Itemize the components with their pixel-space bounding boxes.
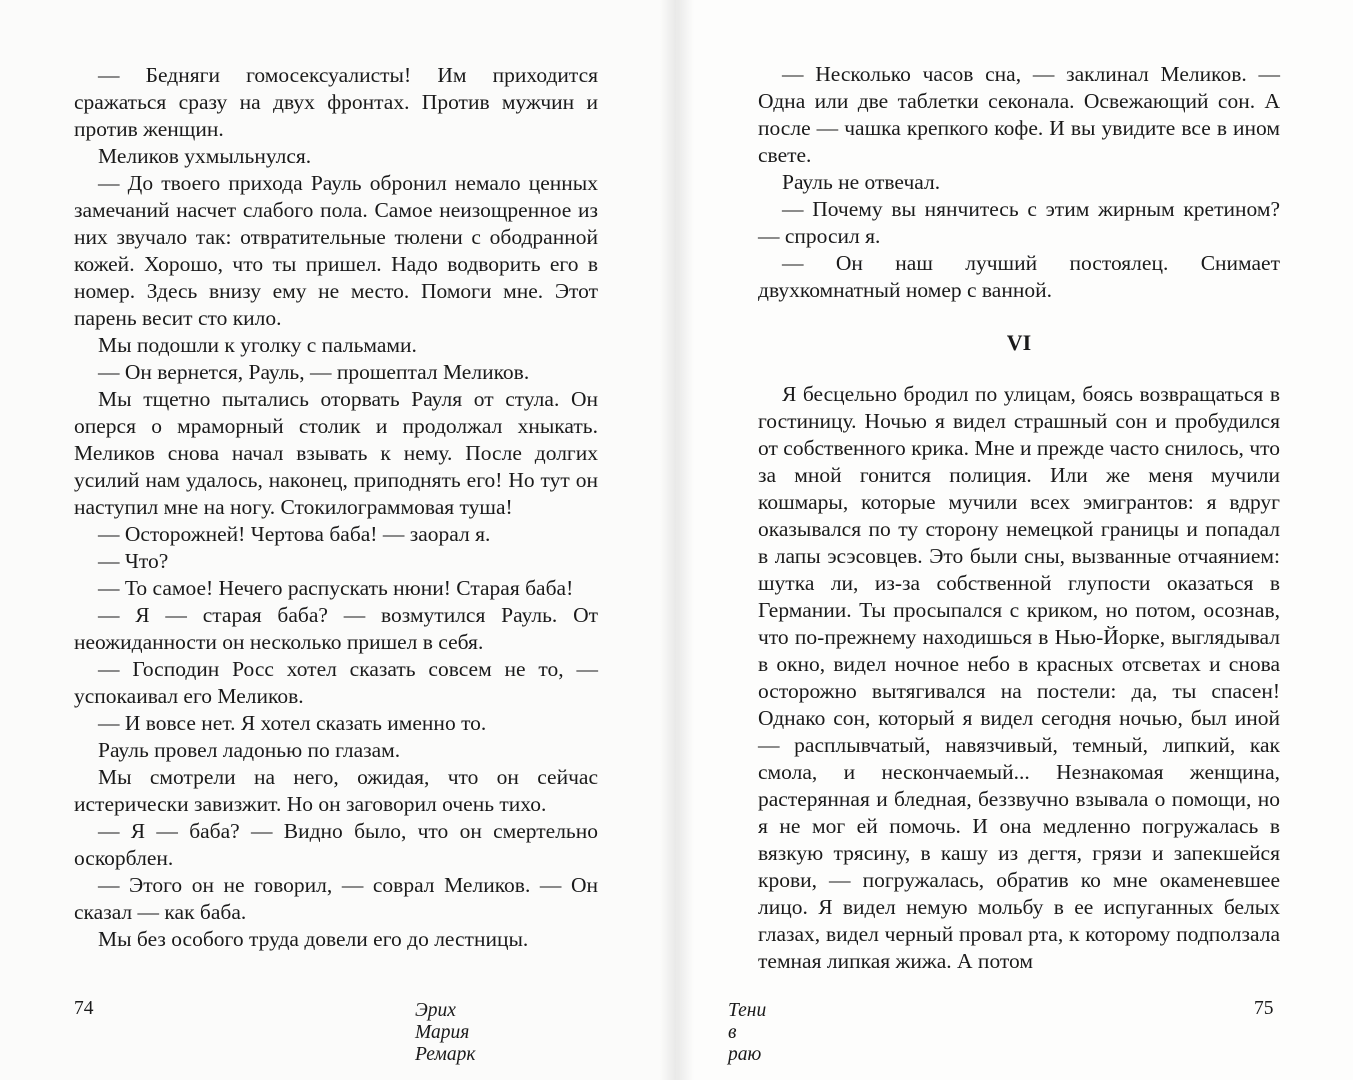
left-page-text xyxy=(74,62,598,953)
book-gutter-shadow xyxy=(660,0,694,1080)
paragraph: — Что? xyxy=(98,549,169,573)
paragraph: — Он наш лучший постоялец. Снимает двухкомнатный номер с ванной. xyxy=(758,251,1280,302)
paragraph: Рауль провел ладонью по глазам. xyxy=(98,738,401,762)
chapter-heading: VI xyxy=(1006,330,1032,355)
left-page xyxy=(0,0,676,1080)
paragraph: Мы смотрели на него, ожидая, что он сейчас истерически завизжит. Но он заговорил очень тихо. xyxy=(74,765,598,816)
paragraph: — Осторожней! Чертова баба! — заорал я. xyxy=(98,522,491,546)
paragraph: Мы подошли к уголку с пальмами. xyxy=(98,333,417,357)
paragraph: — Я — старая баба? — возмутился Рауль. От неожиданности он несколько пришел в себя. xyxy=(74,603,598,654)
right-page-text xyxy=(758,61,1280,975)
paragraph: Меликов ухмыльнулся. xyxy=(98,144,312,168)
paragraph: — До твоего прихода Рауль обронил немало ценных замечаний насчет слабого пола. Самое неизощренное из них звучало так: отвратительные тюлени с ободранной кожей. Хорошо, что ты пришел. Надо водворить его в номер. Здесь внизу ему не место. Помоги мне. Этот парень весит сто кило. xyxy=(74,171,598,330)
paragraph: — Он вернется, Рауль, — прошептал Меликов. xyxy=(98,360,530,384)
running-head-title: Тени в раю xyxy=(728,1000,767,1065)
paragraph: — Я — баба? — Видно было, что он смертельно оскорблен. xyxy=(74,819,598,870)
paragraph: Мы тщетно пытались оторвать Рауля от стула. Он оперся о мраморный столик и продолжал хныкать. Меликов снова начал взывать к нему. После долгих усилий нам удалось, наконец, приподнять его! Но тут он наступил мне на ногу. Стокилограммовая туша! xyxy=(74,387,598,519)
paragraph: — Почему вы нянчитесь с этим жирным кретином? — спросил я. xyxy=(758,197,1280,248)
paragraph: Мы без особого труда довели его до лестницы. xyxy=(98,927,529,951)
paragraph: Рауль не отвечал. xyxy=(782,170,941,194)
paragraph: Я бесцельно бродил по улицам, боясь возвращаться в гостиницу. Ночью я видел страшный сон и пробудился от собственного крика. Мне и прежде часто снилось, что за мной гонится полиция. Или же меня мучили кошмары, которые мучили всех эмигрантов: я вдруг оказывался по ту сторону немецкой границы и попадал в лапы эсэсовцев. Это были сны, вызванные отчаянием: шутка ли, из-за собственной глупости оказаться в Германии. Ты просыпался с криком, но потом, осознав, что по-прежнему находишься в Нью-Йорке, выглядывал в окно, видел ночное небо в красных отсветах и снова осторожно вытягивался на постели: да, ты спасен! Однако сон, который я видел сегодня ночью, был иной — расплывчатый, навязчивый, темный, липкий, как смола, и нескончаемый... Незнакомая женщина, растерянная и бледная, беззвучно взывала о помощи, но я не мог ей помочь. И она медленно погружалась в вязкую трясину, в кашу из дегтя, грязи и запекшейся крови, — погружалась, обратив ко мне окаменевшее лицо. Я видел немую мольбу в ее испуганных белых глазах, видел черный провал рта, к которому подползала темная липкая жижа. А потом xyxy=(758,382,1280,973)
right-page xyxy=(676,0,1353,1080)
paragraph: — То самое! Нечего распускать нюни! Старая баба! xyxy=(98,576,574,600)
paragraph: — Несколько часов сна, — заклинал Меликов. — Одна или две таблетки секонала. Освежающий сон. А после — чашка крепкого кофе. И вы увидите все в ином свете. xyxy=(758,62,1280,167)
paragraph: — Этого он не говорил, — соврал Меликов. — Он сказал — как баба. xyxy=(74,873,598,924)
paragraph: — Бедняги гомосексуалисты! Им приходится сражаться сразу на двух фронтах. Против мужчин и против женщин. xyxy=(74,63,598,141)
running-head-author: Эрих Мария Ремарк xyxy=(415,1000,476,1065)
paragraph: — Господин Росс хотел сказать совсем не то, — успокаивал его Меликов. xyxy=(74,657,598,708)
page-number: 75 xyxy=(1254,998,1274,1019)
page-number: 74 xyxy=(74,998,94,1019)
paragraph: — И вовсе нет. Я хотел сказать именно то. xyxy=(98,711,487,735)
